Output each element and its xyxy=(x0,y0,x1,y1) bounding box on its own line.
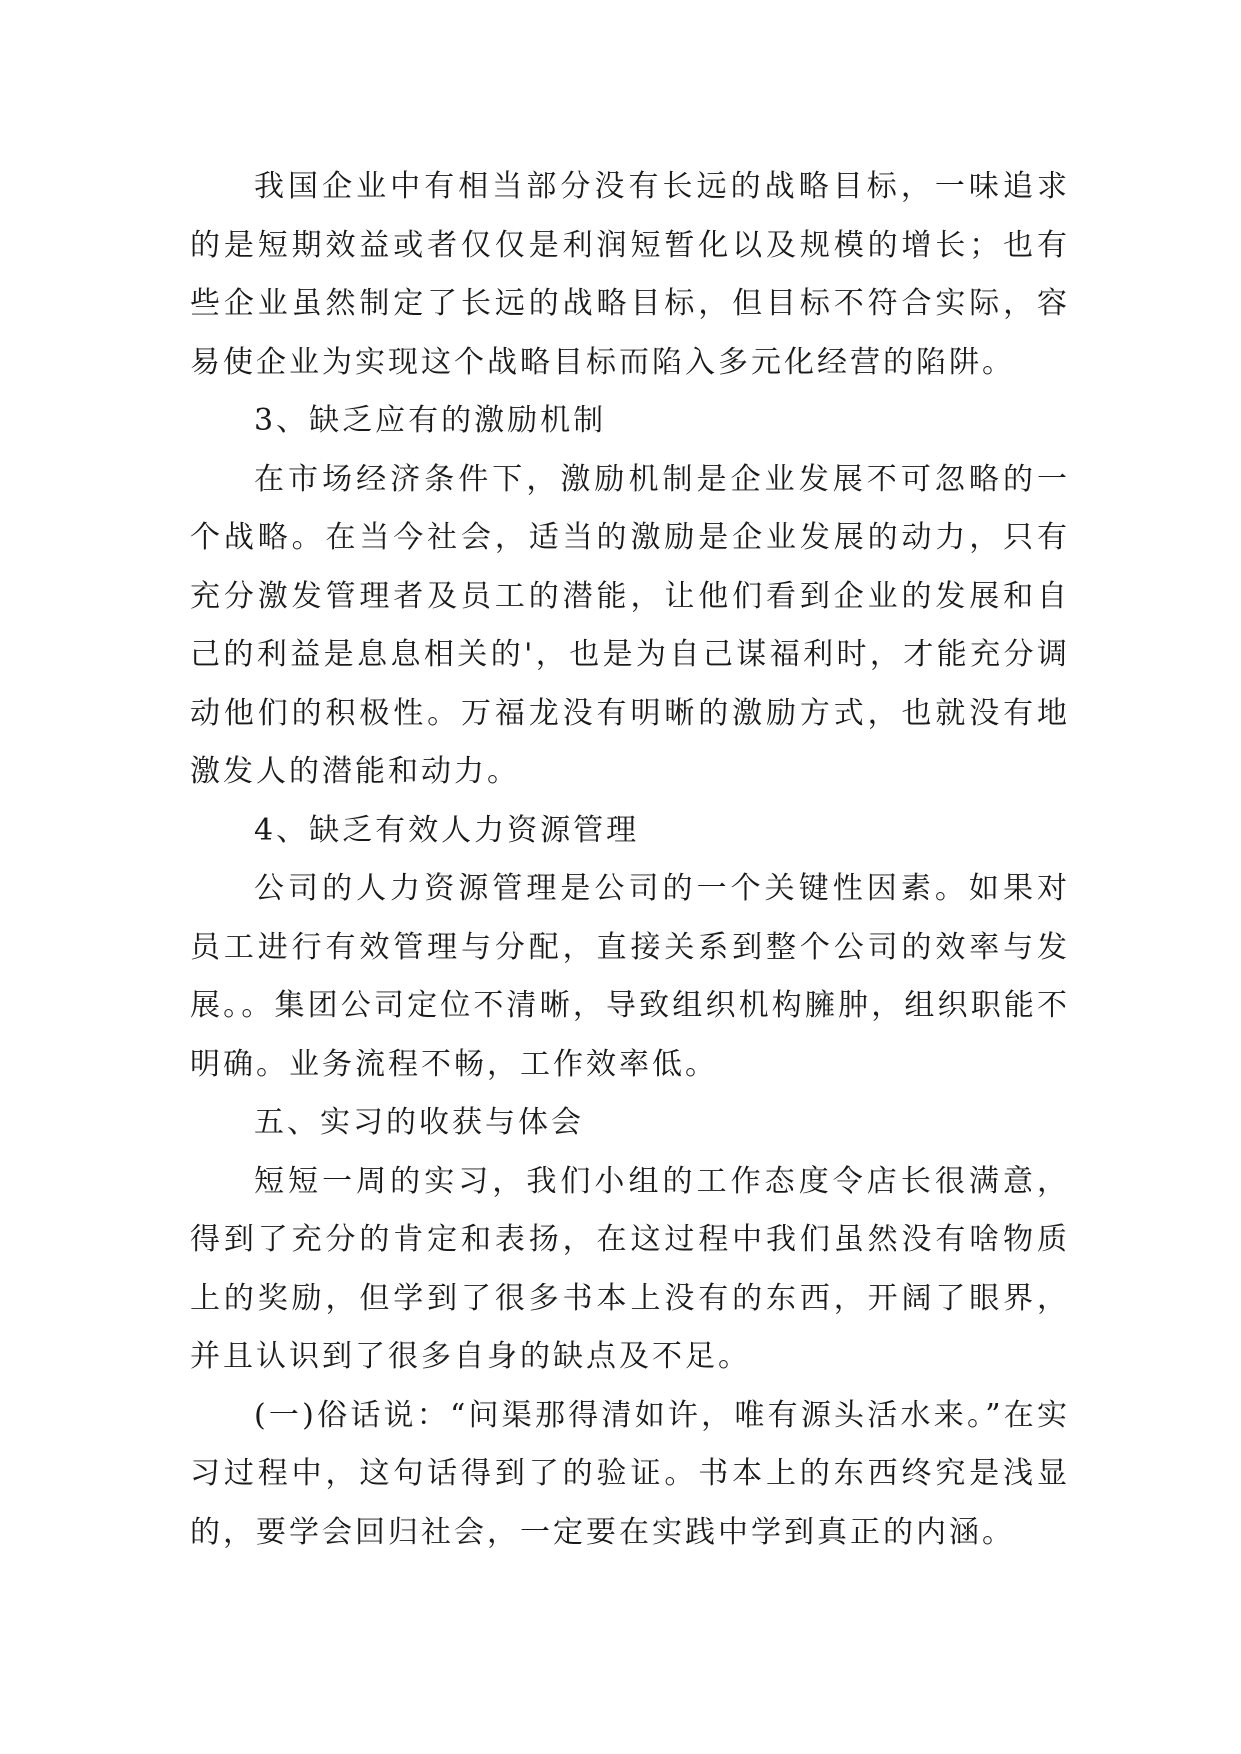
paragraph-incentive-mechanism: 在市场经济条件下，激励机制是企业发展不可忽略的一个战略。在当今社会，适当的激励是企业发展的动力，只有充分激发管理者及员工的潜能，让他们看到企业的发展和自己的利益是息息相关的'，也是为自己谋福利时，才能充分调动他们的积极性。万福龙没有明晰的激励方式，也就没有地激发人的潜能和动力。 xyxy=(190,461,1070,789)
heading-incentive-mechanism: 3、缺乏应有的激励机制 xyxy=(254,403,607,438)
paragraph-hr-management: 公司的人力资源管理是公司的一个关键性因素。如果对员工进行有效管理与分配，直接关系到整个公司的效率与发展。。集团公司定位不清晰，导致组织机构臃肿，组织职能不明确。业务流程不畅，工作效率低。 xyxy=(190,871,1070,1082)
paragraph-proverb: (一)俗话说：“问渠那得清如许，唯有源头活水来。”在实习过程中，这句话得到了的验证。书本上的东西终究是浅显的，要学会回归社会，一定要在实践中学到真正的内涵。 xyxy=(190,1397,1070,1550)
heading-hr-management: 4、缺乏有效人力资源管理 xyxy=(254,812,640,848)
paragraph-strategy-goals: 我国企业中有相当部分没有长远的战略目标，一味追求的是短期效益或者仅仅是利润短暂化以及规模的增长；也有些企业虽然制定了长远的战略目标，但目标不符合实际，容易使企业为实现这个战略目标而陷入多元化经营的陷阱。 xyxy=(190,169,1070,380)
heading-internship-gains: 五、实习的收获与体会 xyxy=(254,1105,584,1140)
paragraph-internship-gains: 短短一周的实习，我们小组的工作态度令店长很满意，得到了充分的肯定和表扬，在这过程中我们虽然没有啥物质上的奖励，但学到了很多书本上没有的东西，开阔了眼界，并且认识到了很多自身的缺点及不足。 xyxy=(190,1163,1070,1374)
document-body xyxy=(190,158,1070,1562)
